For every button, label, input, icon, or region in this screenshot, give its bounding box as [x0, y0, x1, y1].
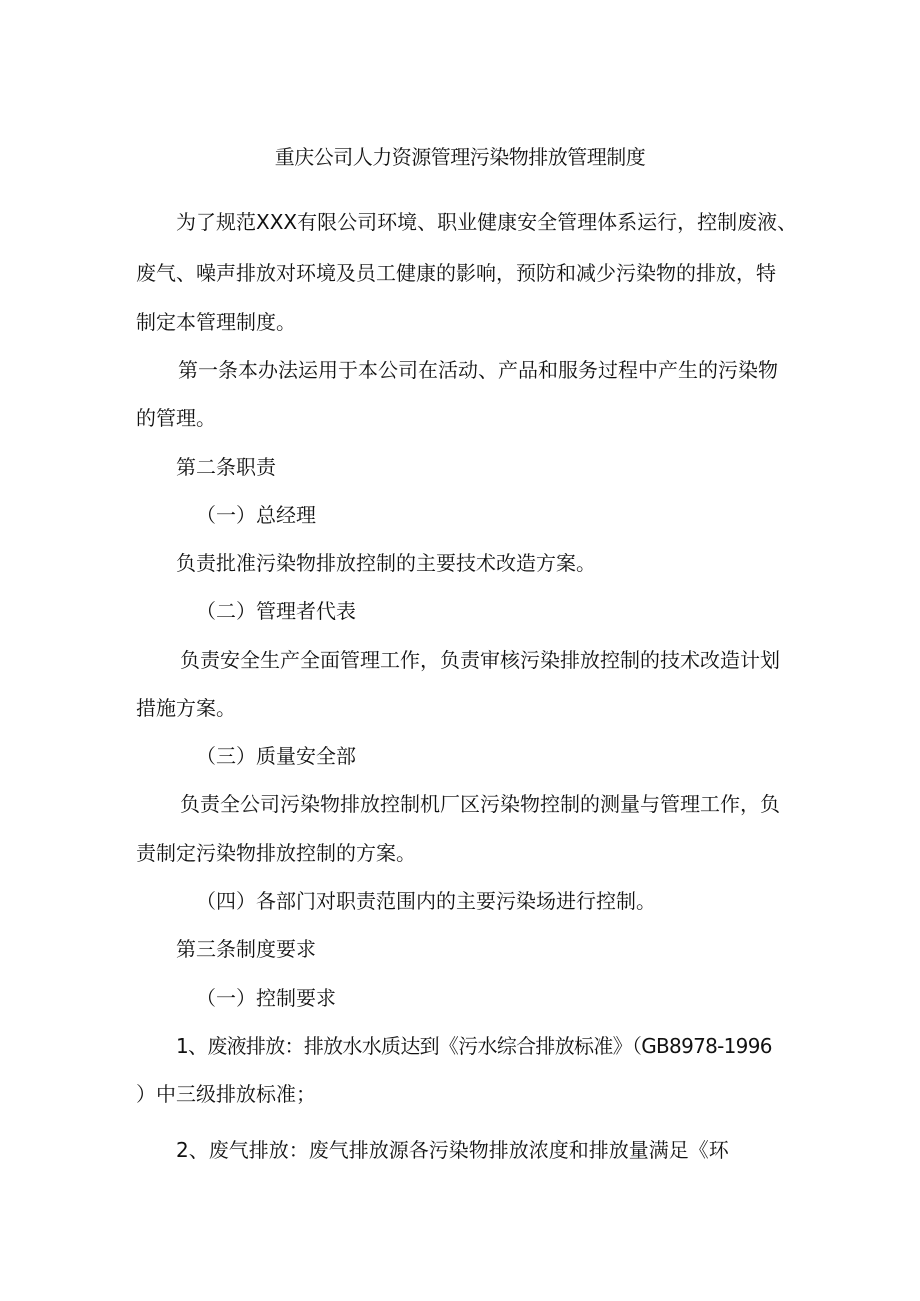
paragraph-line: 废气、噪声排放对环境及员工健康的影响，预防和减少污染物的排放，特	[136, 261, 776, 285]
paragraph-line: 负责全公司污染物排放控制机厂区污染物控制的测量与管理工作，负	[180, 792, 780, 816]
paragraph-line: 2、废气排放：废气排放源各污染物排放浓度和排放量满足《环	[176, 1138, 729, 1162]
paragraph-line: 责制定污染物排放控制的方案。	[136, 841, 416, 865]
section-heading: 第三条制度要求	[176, 937, 316, 961]
subsection-heading: （三）质量安全部	[196, 744, 356, 768]
subsection-heading: （二）管理者代表	[196, 599, 356, 623]
paragraph-line: ）中三级排放标准；	[136, 1082, 316, 1106]
paragraph-line: 负责批准污染物排放控制的主要技术改造方案。	[176, 551, 596, 575]
paragraph-line: （四）各部门对职责范围内的主要污染场进行控制。	[196, 889, 656, 913]
paragraph-line: 的管理。	[136, 406, 216, 430]
paragraph-line: 制定本管理制度。	[136, 310, 296, 334]
paragraph-line: 措施方案。	[136, 696, 236, 720]
subsection-heading: （一）总经理	[196, 503, 316, 527]
paragraph-line: 1、废液排放：排放水水质达到《污水综合排放标准》（GB8978-1996	[176, 1034, 772, 1058]
paragraph-line: 第一条本办法运用于本公司在活动、产品和服务过程中产生的污染物	[178, 358, 778, 382]
document-title: 重庆公司人力资源管理污染物排放管理制度	[274, 145, 646, 169]
section-heading: 第二条职责	[176, 455, 276, 479]
paragraph-line: 负责安全生产全面管理工作，负责审核污染排放控制的技术改造计划	[180, 648, 780, 672]
paragraph-line: 为了规范XXX有限公司环境、职业健康安全管理体系运行，控制废液、	[176, 210, 798, 234]
subsection-heading: （一）控制要求	[196, 986, 336, 1010]
